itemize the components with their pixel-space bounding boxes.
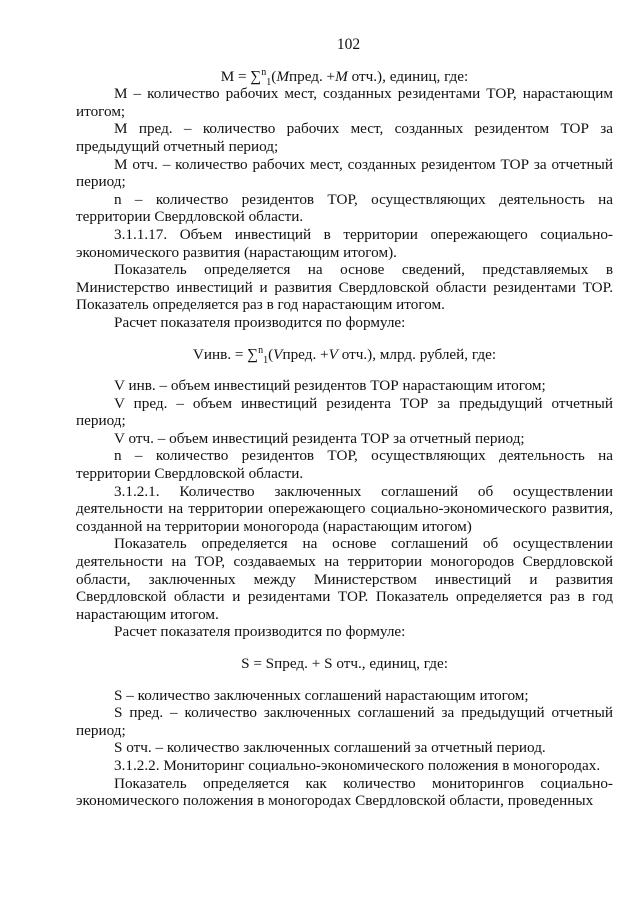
definition-n-first: n – количество резидентов ТОР, осуществляющих деятельность на территории Свердловской области.: [76, 190, 613, 226]
definition-v-otch: V отч. – объем инвестиций резидента ТОР за отчетный период;: [114, 429, 525, 447]
definition-s-pred: S пред. – количество заключенных соглашений за предыдущий отчетный период;: [76, 704, 613, 739]
paragraph-monitoring: Показатель определяется как количество мониторингов социально-экономического положения в моногородах Свердловской области, проведенных: [76, 774, 613, 810]
definition-s-otch: S отч. – количество заключенных соглашений за отчетный период.: [114, 739, 546, 757]
formula-v-open: (: [268, 345, 274, 363]
formula-v: [76, 346, 613, 364]
definition-n-second: n – количество резидентов ТОР, осуществляющих деятельность на территории Свердловской области.: [76, 447, 613, 483]
formula-v-term1-rest: пред. +: [282, 345, 329, 363]
calc-intro-second: Расчет показателя производится по формуле:: [114, 623, 406, 641]
formula-v-sum: ∑: [247, 345, 259, 363]
formula-m-term2: M: [335, 67, 348, 85]
formula-m-close: ), единиц, где:: [377, 67, 469, 85]
formula-m-term1: M: [276, 67, 289, 85]
formula-m-open: (: [271, 67, 277, 85]
definition-m-pred: M пред. – количество рабочих мест, созданных резидентом ТОР за предыдущий отчетный период;: [76, 120, 613, 155]
definition-m-otch: M отч. – количество рабочих мест, созданных резидентом ТОР за отчетный период;: [76, 155, 613, 191]
item-3-1-2-2: 3.1.2.2. Мониторинг социально-экономического положения в моногородах.: [114, 756, 601, 774]
page-number: 102: [336, 36, 361, 53]
item-3-1-2-1: 3.1.2.1. Количество заключенных соглашений об осуществлении деятельности на территории опережающего социально-экономического развития, созданной на территории моногорода (нарастающим итогом): [76, 482, 613, 535]
formula-v-lhs: Vинв. =: [192, 345, 248, 363]
formula-m-sum: ∑: [250, 67, 262, 85]
formula-m-sub: 1: [266, 76, 272, 88]
calc-intro-first: Расчет показателя производится по формуле:: [114, 313, 406, 331]
formula-s: S = Sпред. + S отч., единиц, где:: [241, 655, 448, 672]
item-3-1-1-17: 3.1.1.17. Объем инвестиций в территории опережающего социально-экономического развития (нарастающим итогом).: [76, 225, 613, 261]
definition-m: M – количество рабочих мест, созданных резидентами ТОР, нарастающим итогом;: [76, 85, 613, 120]
formula-m-term1-rest: пред. +: [288, 67, 336, 85]
paragraph-agreements: Показатель определяется на основе соглашений об осуществлении деятельности на ТОР, создаваемых на территории моногородов Свердловской области, заключенных между Министерством инвестиций и развития Свердловской области и резидентами ТОР. Показатель определяется раз в год нарастающим итогом.: [76, 535, 613, 623]
formula-v-term2-rest: отч.: [337, 345, 368, 363]
formula-m: [76, 68, 613, 86]
definition-v-pred: V пред. – объем инвестиций резидента ТОР за предыдущий отчетный период;: [76, 394, 613, 430]
formula-m-term2-rest: отч.: [347, 67, 378, 85]
formula-m-lhs: M =: [220, 67, 251, 85]
definition-v-inv: V инв. – объем инвестиций резидентов ТОР нарастающим итогом;: [114, 377, 546, 395]
paragraph-investments: Показатель определяется на основе сведений, представляемых в Министерство инвестиций и развития Свердловской области резидентами ТОР. Показатель определяется раз в год нарастающим итогом.: [76, 261, 613, 314]
definition-s: S – количество заключенных соглашений нарастающим итогом;: [114, 686, 529, 704]
formula-v-sub: 1: [263, 354, 269, 366]
document-page: [76, 36, 613, 810]
formula-v-sup: n: [258, 344, 264, 356]
formula-m-sup: n: [261, 66, 267, 78]
formula-v-term1: V: [273, 345, 283, 363]
formula-v-close: ), млрд. рублей, где:: [367, 345, 497, 363]
formula-v-term2: V: [328, 345, 338, 363]
